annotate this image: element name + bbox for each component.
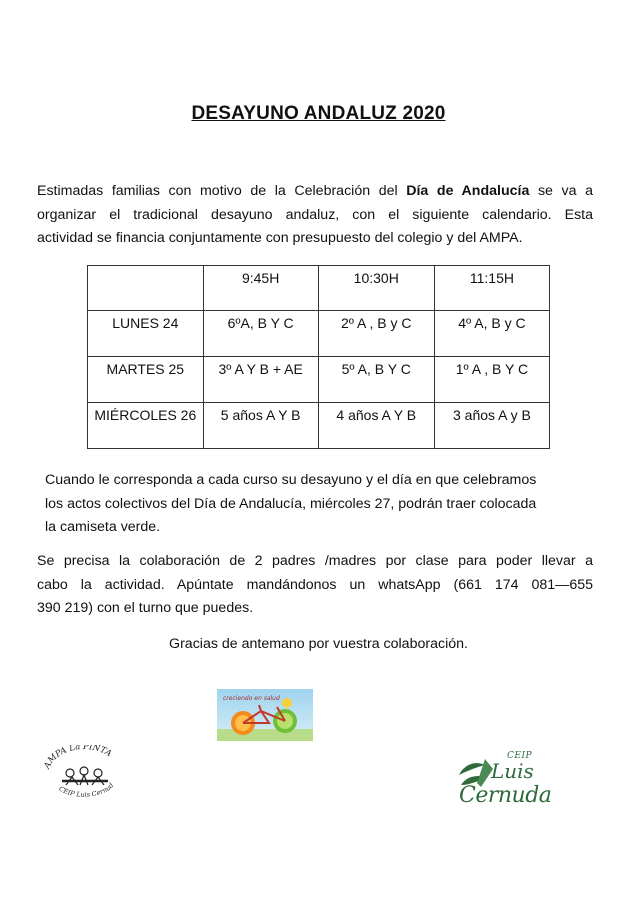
group-cell: 1º A , B Y C bbox=[434, 357, 549, 403]
note-line-3: la camiseta verde. bbox=[45, 519, 161, 535]
ampa-la-pinta-logo bbox=[40, 745, 128, 803]
svg-text:AMPA La PINTA bbox=[42, 745, 113, 771]
intro-line-3: actividad se financia conjuntamente con presupuesto del colegio y del AMPA. bbox=[37, 230, 523, 246]
group-cell: 4 años A Y B bbox=[318, 403, 434, 449]
document-title: DESAYUNO ANDALUZ 2020 bbox=[191, 103, 446, 124]
group-cell: 5 años A Y B bbox=[203, 403, 318, 449]
ceip-label: CEIP bbox=[507, 751, 533, 761]
header-cell-time-2: 10:30H bbox=[318, 266, 434, 311]
healthy-growth-bike-logo bbox=[217, 689, 313, 741]
group-cell: 6ºA, B Y C bbox=[203, 311, 318, 357]
volunteer-request bbox=[37, 550, 593, 621]
request-line-2: cabo la actividad. Apúntate mandándonos un whatsApp (661 174 081—655 bbox=[37, 576, 593, 593]
group-cell: 2º A , B y C bbox=[318, 311, 434, 357]
header-cell-empty bbox=[88, 266, 204, 311]
intro-paragraph bbox=[37, 180, 593, 251]
header-cell-time-3: 11:15H bbox=[434, 266, 549, 311]
intro-line-2: organizar el tradicional desayuno andaluz, con el siguiente calendario. Esta bbox=[37, 206, 593, 223]
group-cell: 3 años A y B bbox=[434, 403, 549, 449]
intro-line-1-end: se va a bbox=[529, 183, 593, 199]
thanks-line: Gracias de antemano por vuestra colaboración. bbox=[169, 636, 468, 652]
intro-line-1 bbox=[37, 180, 593, 204]
day-cell: MIÉRCOLES 26 bbox=[88, 403, 204, 449]
table-row bbox=[88, 311, 550, 357]
note-line-1: Cuando le corresponda a cada curso su desayuno y el día en que celebramos bbox=[45, 472, 537, 488]
green-shirt-note bbox=[45, 469, 593, 540]
ampa-logo-graphic bbox=[40, 745, 128, 803]
bike-logo-caption: creciendo en salud bbox=[223, 695, 280, 702]
request-line-1: Se precisa la colaboración de 2 padres /madres por clase para poder llevar a bbox=[37, 553, 593, 569]
ceip-name-last: Cernuda bbox=[459, 783, 552, 808]
ceip-luis-cernuda-logo bbox=[455, 751, 555, 813]
day-cell: LUNES 24 bbox=[88, 311, 204, 357]
ampa-logo-top-text: AMPA La PINTA bbox=[42, 745, 114, 771]
andalucia-day-emphasis: Día de Andalucía bbox=[406, 183, 530, 199]
intro-line-1-start: Estimadas familias con motivo de la Celebración del bbox=[37, 183, 407, 199]
breakfast-schedule-table bbox=[87, 265, 550, 449]
ampa-logo-bottom-text: CEIP Luis Cernud bbox=[57, 781, 116, 799]
header-cell-time-1: 9:45H bbox=[203, 266, 318, 311]
table-row bbox=[88, 357, 550, 403]
note-line-2: los actos colectivos del Día de Andalucía, miércoles 27, podrán traer colocada bbox=[45, 495, 537, 512]
table-header-row bbox=[88, 266, 550, 311]
day-cell: MARTES 25 bbox=[88, 357, 204, 403]
ceip-name-first: Luis bbox=[491, 759, 534, 783]
group-cell: 3º A Y B + AE bbox=[203, 357, 318, 403]
group-cell: 5º A, B Y C bbox=[318, 357, 434, 403]
request-line-3: 390 219) con el turno que puedes. bbox=[37, 600, 254, 616]
table-row bbox=[88, 403, 550, 449]
group-cell: 4º A, B y C bbox=[434, 311, 549, 357]
